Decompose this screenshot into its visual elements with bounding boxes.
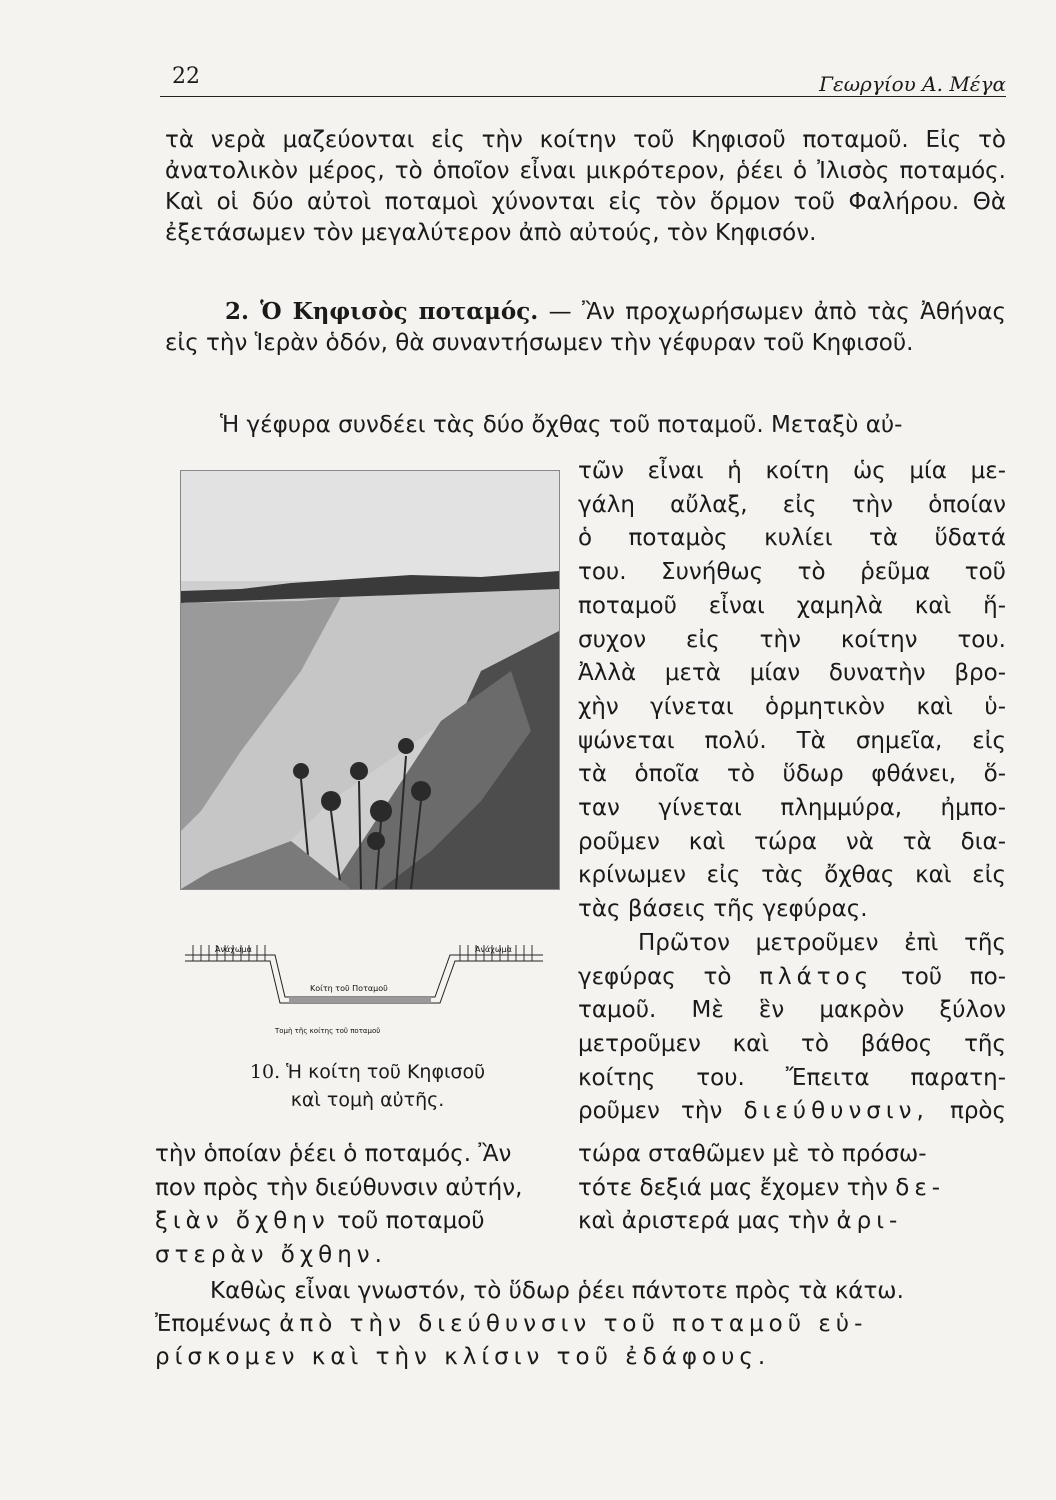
right-line-4: του. Συνήθως τὸ ῥεῦμα τοῦ <box>578 559 1006 586</box>
right-line-20b: διεύθυνσιν, <box>743 1098 929 1125</box>
lower-right-line-2a: τότε δεξιά μας ἔχομεν τὴν <box>578 1174 888 1201</box>
right-line-6: συχον εἰς τὴν κοίτην του. <box>578 626 1006 653</box>
right-line-16c: τοῦ πο- <box>900 963 1007 990</box>
lower-right-line-2b: δε- <box>895 1174 946 1201</box>
lower-right-text <box>578 1138 1006 1239</box>
section-paragraph <box>165 296 1006 359</box>
lower-right-line-3b: ἀρι- <box>836 1208 903 1235</box>
paragraph-1: τὰ νερὰ μαζεύονται εἰς τὴν κοίτην τοῦ Κηφισοῦ ποταμοῦ. Εἰς τὸ ἀνατολικὸν μέρος, τὸ ὁποῖον εἶναι μικρότερον, ῥέει ὁ Ἰλισὸς ποταμός. Καὶ οἱ δύο αὐτοὶ ποταμοὶ χύνονται εἰς τὸν ὅρμον τοῦ Φαλήρου. Θὰ ἐξετάσωμεν τὸν μεγαλύτερον ἀπὸ αὐτούς, τὸν Κηφισόν. <box>165 127 1006 246</box>
right-line-12: ροῦμεν καὶ τώρα νὰ τὰ δια- <box>578 828 1006 855</box>
right-line-16 <box>578 961 1006 995</box>
right-line-10: τὰ ὁποῖα τὸ ὕδωρ φθάνει, ὅ- <box>578 761 1006 788</box>
right-line-16a: γεφύρας τὸ <box>578 963 732 990</box>
closing-paragraph <box>155 1275 1006 1374</box>
lower-line-4: στερὰν ὄχθην. <box>155 1242 387 1269</box>
section-heading: 2. Ὁ Κηφισὸς ποταμός. <box>225 298 539 325</box>
section-caption-label: Τομὴ τῆς κοίτης τοῦ ποταμοῦ <box>275 1027 381 1035</box>
lower-right-line-1: τώρα σταθῶμεν μὲ τὸ πρόσω- <box>578 1141 927 1167</box>
closing-line-2b: ἀπὸ τὴν διεύθυνσιν τοῦ ποταμοῦ εὑ- <box>279 1311 868 1337</box>
section-dash: — <box>548 299 572 325</box>
section-text: Ἂν προχωρήσωμεν ἀπὸ τὰς Ἀθήνας εἰς τὴν Ἱερὰν ὁδόν, θὰ συναντήσωμεν τὴν γέφυραν τοῦ Κηφισοῦ. <box>165 299 1007 356</box>
right-line-20c: πρὸς <box>949 1098 1007 1125</box>
bank-left-label: Ἀνάχωμα <box>215 945 252 954</box>
page-header <box>160 62 1006 97</box>
bank-right-label: Ἀνάχωμα <box>475 945 512 954</box>
lower-line-3 <box>155 1205 565 1239</box>
right-line-1: τῶν εἶναι ἡ κοίτη ὡς μία με- <box>578 458 1006 484</box>
lower-right-line-3a: καὶ ἀριστερά μας τὴν <box>578 1208 830 1235</box>
lower-right-line-2 <box>578 1172 1006 1206</box>
caption-number: 10. <box>249 1061 281 1083</box>
right-line-15: Πρῶτον μετροῦμεν ἐπὶ τῆς <box>638 929 1006 956</box>
lower-right-line-3 <box>578 1205 1006 1239</box>
caption-line-2: καὶ τομὴ αὐτῆς. <box>290 1089 445 1111</box>
closing-line-2 <box>155 1308 1006 1341</box>
lower-line-2: πον πρὸς τὴν διεύθυνσιν αὐτήν, <box>155 1174 523 1201</box>
caption-line-1: Ἡ κοίτη τοῦ Κηφισοῦ <box>286 1061 486 1083</box>
lower-left-text <box>155 1138 565 1273</box>
right-line-8: χὴν γίνεται ὁρμητικὸν καὶ ὑ- <box>578 693 1006 720</box>
right-line-3: ὁ ποταμὸς κυλίει τὰ ὕδατά <box>578 525 1006 552</box>
right-column-text <box>578 455 1006 1129</box>
right-line-20a: ροῦμεν τὴν <box>578 1098 723 1125</box>
right-line-9: ψώνεται πολύ. Τὰ σημεῖα, εἰς <box>578 727 1006 754</box>
running-head: Γεωργίου Α. Μέγα <box>819 72 1006 96</box>
page-number: 22 <box>172 64 200 89</box>
right-line-13: κρίνωμεν εἰς τὰς ὄχθας καὶ εἰς <box>578 862 1006 889</box>
lower-line-1: τὴν ὁποίαν ῥέει ὁ ποταμός. Ἂν <box>155 1141 512 1167</box>
right-line-14: τὰς βάσεις τῆς γεφύρας. <box>578 896 868 923</box>
lower-line-3b: τοῦ ποταμοῦ <box>337 1208 485 1235</box>
right-line-16b: πλάτος <box>759 963 874 990</box>
right-line-20 <box>578 1095 1006 1129</box>
paragraph-3-intro: Ἡ γέφυρα συνδέει τὰς δύο ὄχθας τοῦ ποταμοῦ. Μεταξὺ αὐ- <box>220 412 903 438</box>
right-line-17: ταμοῦ. Μὲ ἓν μακρὸν ξύλον <box>578 997 1006 1024</box>
right-line-19: κοίτης του. Ἔπειτα παρατη- <box>578 1064 1006 1091</box>
bed-label: Κοίτη τοῦ Ποταμοῦ <box>310 984 388 993</box>
right-line-5: ποταμοῦ εἶναι χαμηλὰ καὶ ἥ- <box>578 592 1006 619</box>
closing-line-2a: Ἐπομένως <box>155 1311 272 1337</box>
lower-line-3a: ξιὰν ὄχθην <box>155 1208 330 1235</box>
closing-line-1: Καθὼς εἶναι γνωστόν, τὸ ὕδωρ ῥέει πάντοτε πρὸς τὰ κάτω. <box>210 1278 904 1304</box>
right-line-11: ταν γίνεται πλημμύρα, ἠμπο- <box>578 795 1006 822</box>
figure-caption <box>180 1058 555 1114</box>
river-photo-illustration <box>181 471 559 889</box>
river-photo <box>180 470 560 890</box>
right-line-2: γάλη αὔλαξ, εἰς τὴν ὁποίαν <box>578 491 1006 518</box>
right-line-18: μετροῦμεν καὶ τὸ βάθος τῆς <box>578 1030 1006 1057</box>
closing-line-3: ρίσκομεν καὶ τὴν κλίσιν τοῦ ἐδάφους. <box>155 1344 771 1370</box>
riverbed-cross-section <box>185 935 543 1050</box>
right-line-7: Ἀλλὰ μετὰ μίαν δυνατὴν βρο- <box>578 660 1006 687</box>
